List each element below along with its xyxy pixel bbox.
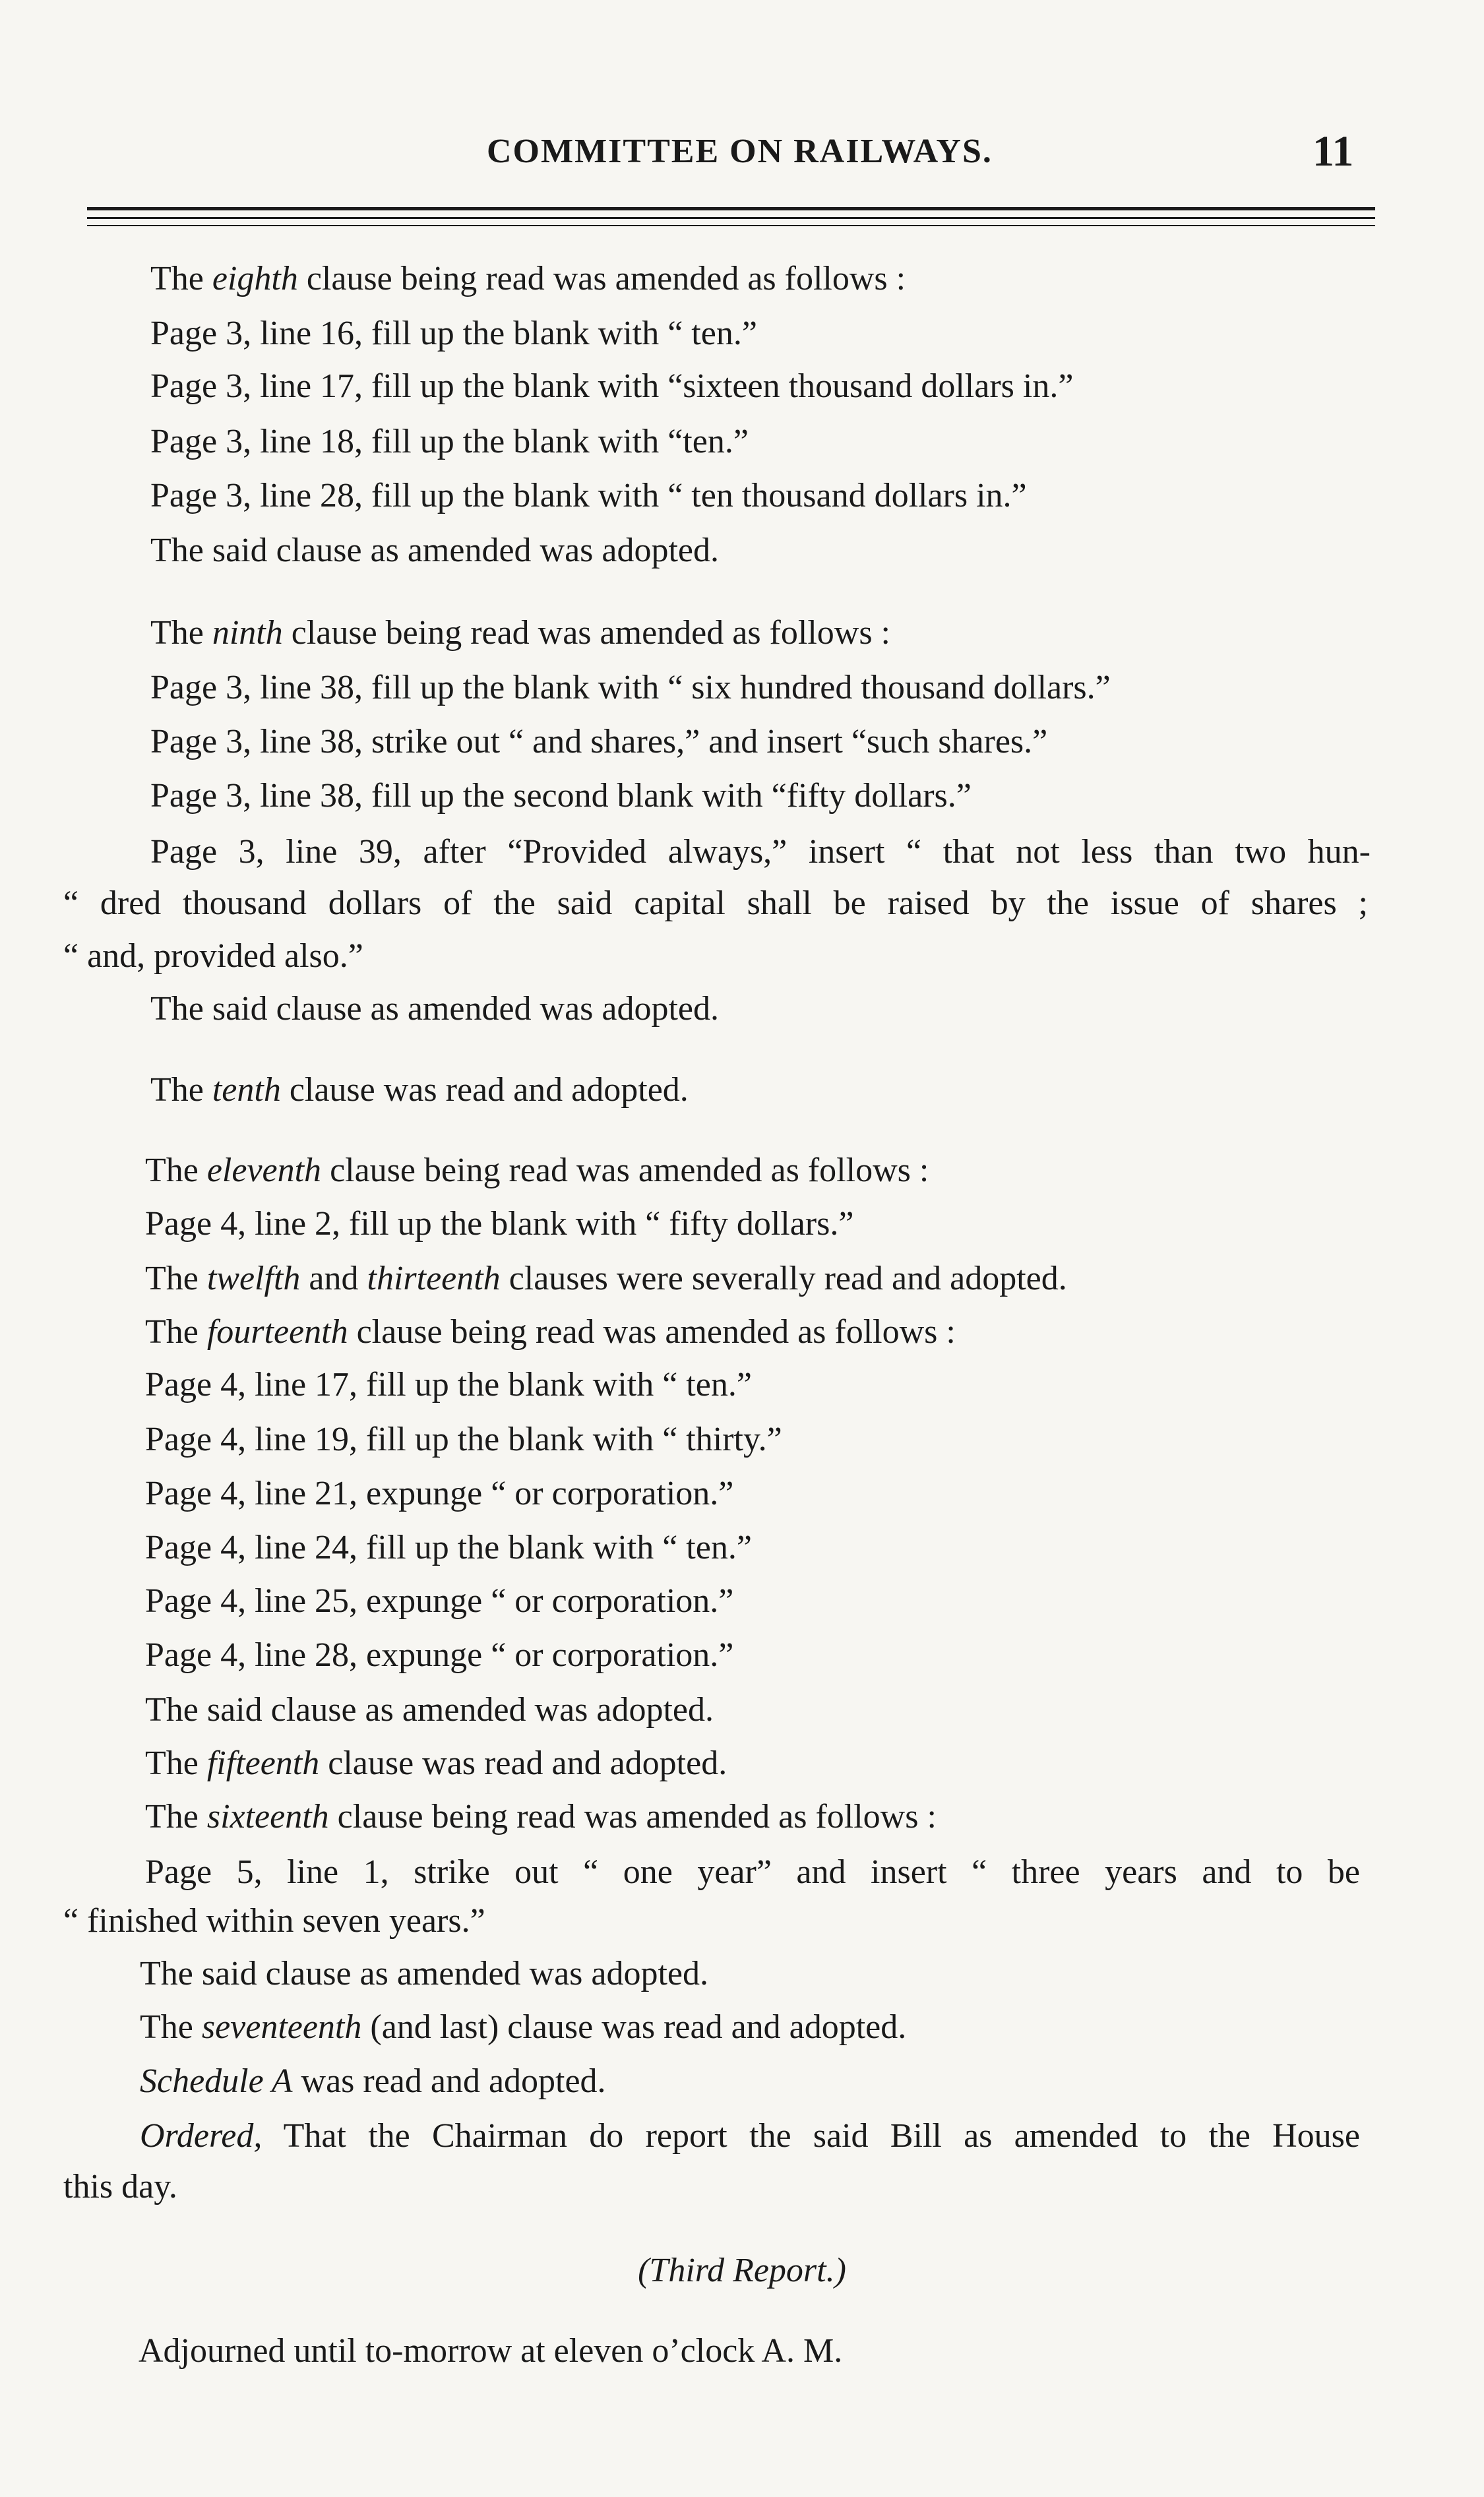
- text-line: Page 3, line 38, strike out “ and shares,” and insert “such shares.”: [150, 723, 1048, 760]
- text-line: The said clause as amended was adopted.: [140, 1955, 709, 1992]
- text-line: The ninth clause being read was amended as follows :: [150, 614, 890, 652]
- text-line: The fifteenth clause was read and adopted.: [145, 1744, 727, 1782]
- text-line: Page 4, line 21, expunge “ or corporation.”: [145, 1475, 734, 1512]
- text-line: The seventeenth (and last) clause was read and adopted.: [140, 2008, 907, 2046]
- header-rule: [87, 217, 1375, 219]
- text-line: The twelfth and thirteenth clauses were severally read and adopted.: [145, 1260, 1067, 1297]
- text-line: “ finished within seven years.”: [63, 1902, 485, 1940]
- text-line: The tenth clause was read and adopted.: [150, 1071, 689, 1109]
- text-line: Page 3, line 28, fill up the blank with “ ten thousand dollars in.”: [150, 477, 1027, 514]
- header-rule: [87, 225, 1375, 226]
- text-line: “ dred thousand dollars of the said capital shall be raised by the issue of shares ;: [63, 884, 1368, 922]
- text-line: The said clause as amended was adopted.: [145, 1691, 714, 1729]
- text-line: Page 3, line 39, after “Provided always,” insert “ that not less than two hun-: [150, 833, 1371, 871]
- text-line: “ and, provided also.”: [63, 937, 363, 975]
- header-title: COMMITTEE ON RAILWAYS.: [487, 133, 993, 170]
- text-line: The eleventh clause being read was amended as follows :: [145, 1152, 929, 1189]
- text-line: Ordered, That the Chairman do report the said Bill as amended to the House: [140, 2117, 1360, 2155]
- section-heading: (Third Report.): [638, 2252, 846, 2289]
- text-line: Page 3, line 38, fill up the blank with “ six hundred thousand dollars.”: [150, 669, 1111, 706]
- running-header: [0, 127, 1484, 185]
- text-line: Page 3, line 17, fill up the blank with “sixteen thousand dollars in.”: [150, 367, 1074, 405]
- text-line: Page 4, line 17, fill up the blank with “ ten.”: [145, 1366, 752, 1403]
- text-line: The eighth clause being read was amended as follows :: [150, 260, 906, 297]
- page-number: 11: [1313, 127, 1354, 175]
- text-line: Page 4, line 19, fill up the blank with “ thirty.”: [145, 1421, 782, 1458]
- text-line: The fourteenth clause being read was amended as follows :: [145, 1313, 956, 1351]
- text-line: Page 4, line 25, expunge “ or corporation.”: [145, 1582, 734, 1620]
- text-line: this day.: [63, 2168, 177, 2205]
- text-line: Page 5, line 1, strike out “ one year” and insert “ three years and to be: [145, 1853, 1360, 1891]
- text-line: Page 4, line 28, expunge “ or corporation.”: [145, 1636, 734, 1674]
- text-line: Schedule A was read and adopted.: [140, 2062, 606, 2100]
- header-rule: [87, 207, 1375, 210]
- text-line: Page 3, line 18, fill up the blank with “ten.”: [150, 423, 749, 460]
- text-line: The sixteenth clause being read was amended as follows :: [145, 1798, 937, 1835]
- text-line: The said clause as amended was adopted.: [150, 990, 720, 1028]
- text-line: The said clause as amended was adopted.: [150, 532, 720, 569]
- text-line: Adjourned until to-morrow at eleven o’clock A. M.: [139, 2332, 843, 2370]
- text-line: Page 3, line 38, fill up the second blank with “fifty dollars.”: [150, 777, 972, 815]
- text-line: Page 4, line 24, fill up the blank with “ ten.”: [145, 1529, 752, 1566]
- text-line: Page 3, line 16, fill up the blank with “ ten.”: [150, 315, 757, 352]
- text-line: Page 4, line 2, fill up the blank with “ fifty dollars.”: [145, 1205, 854, 1243]
